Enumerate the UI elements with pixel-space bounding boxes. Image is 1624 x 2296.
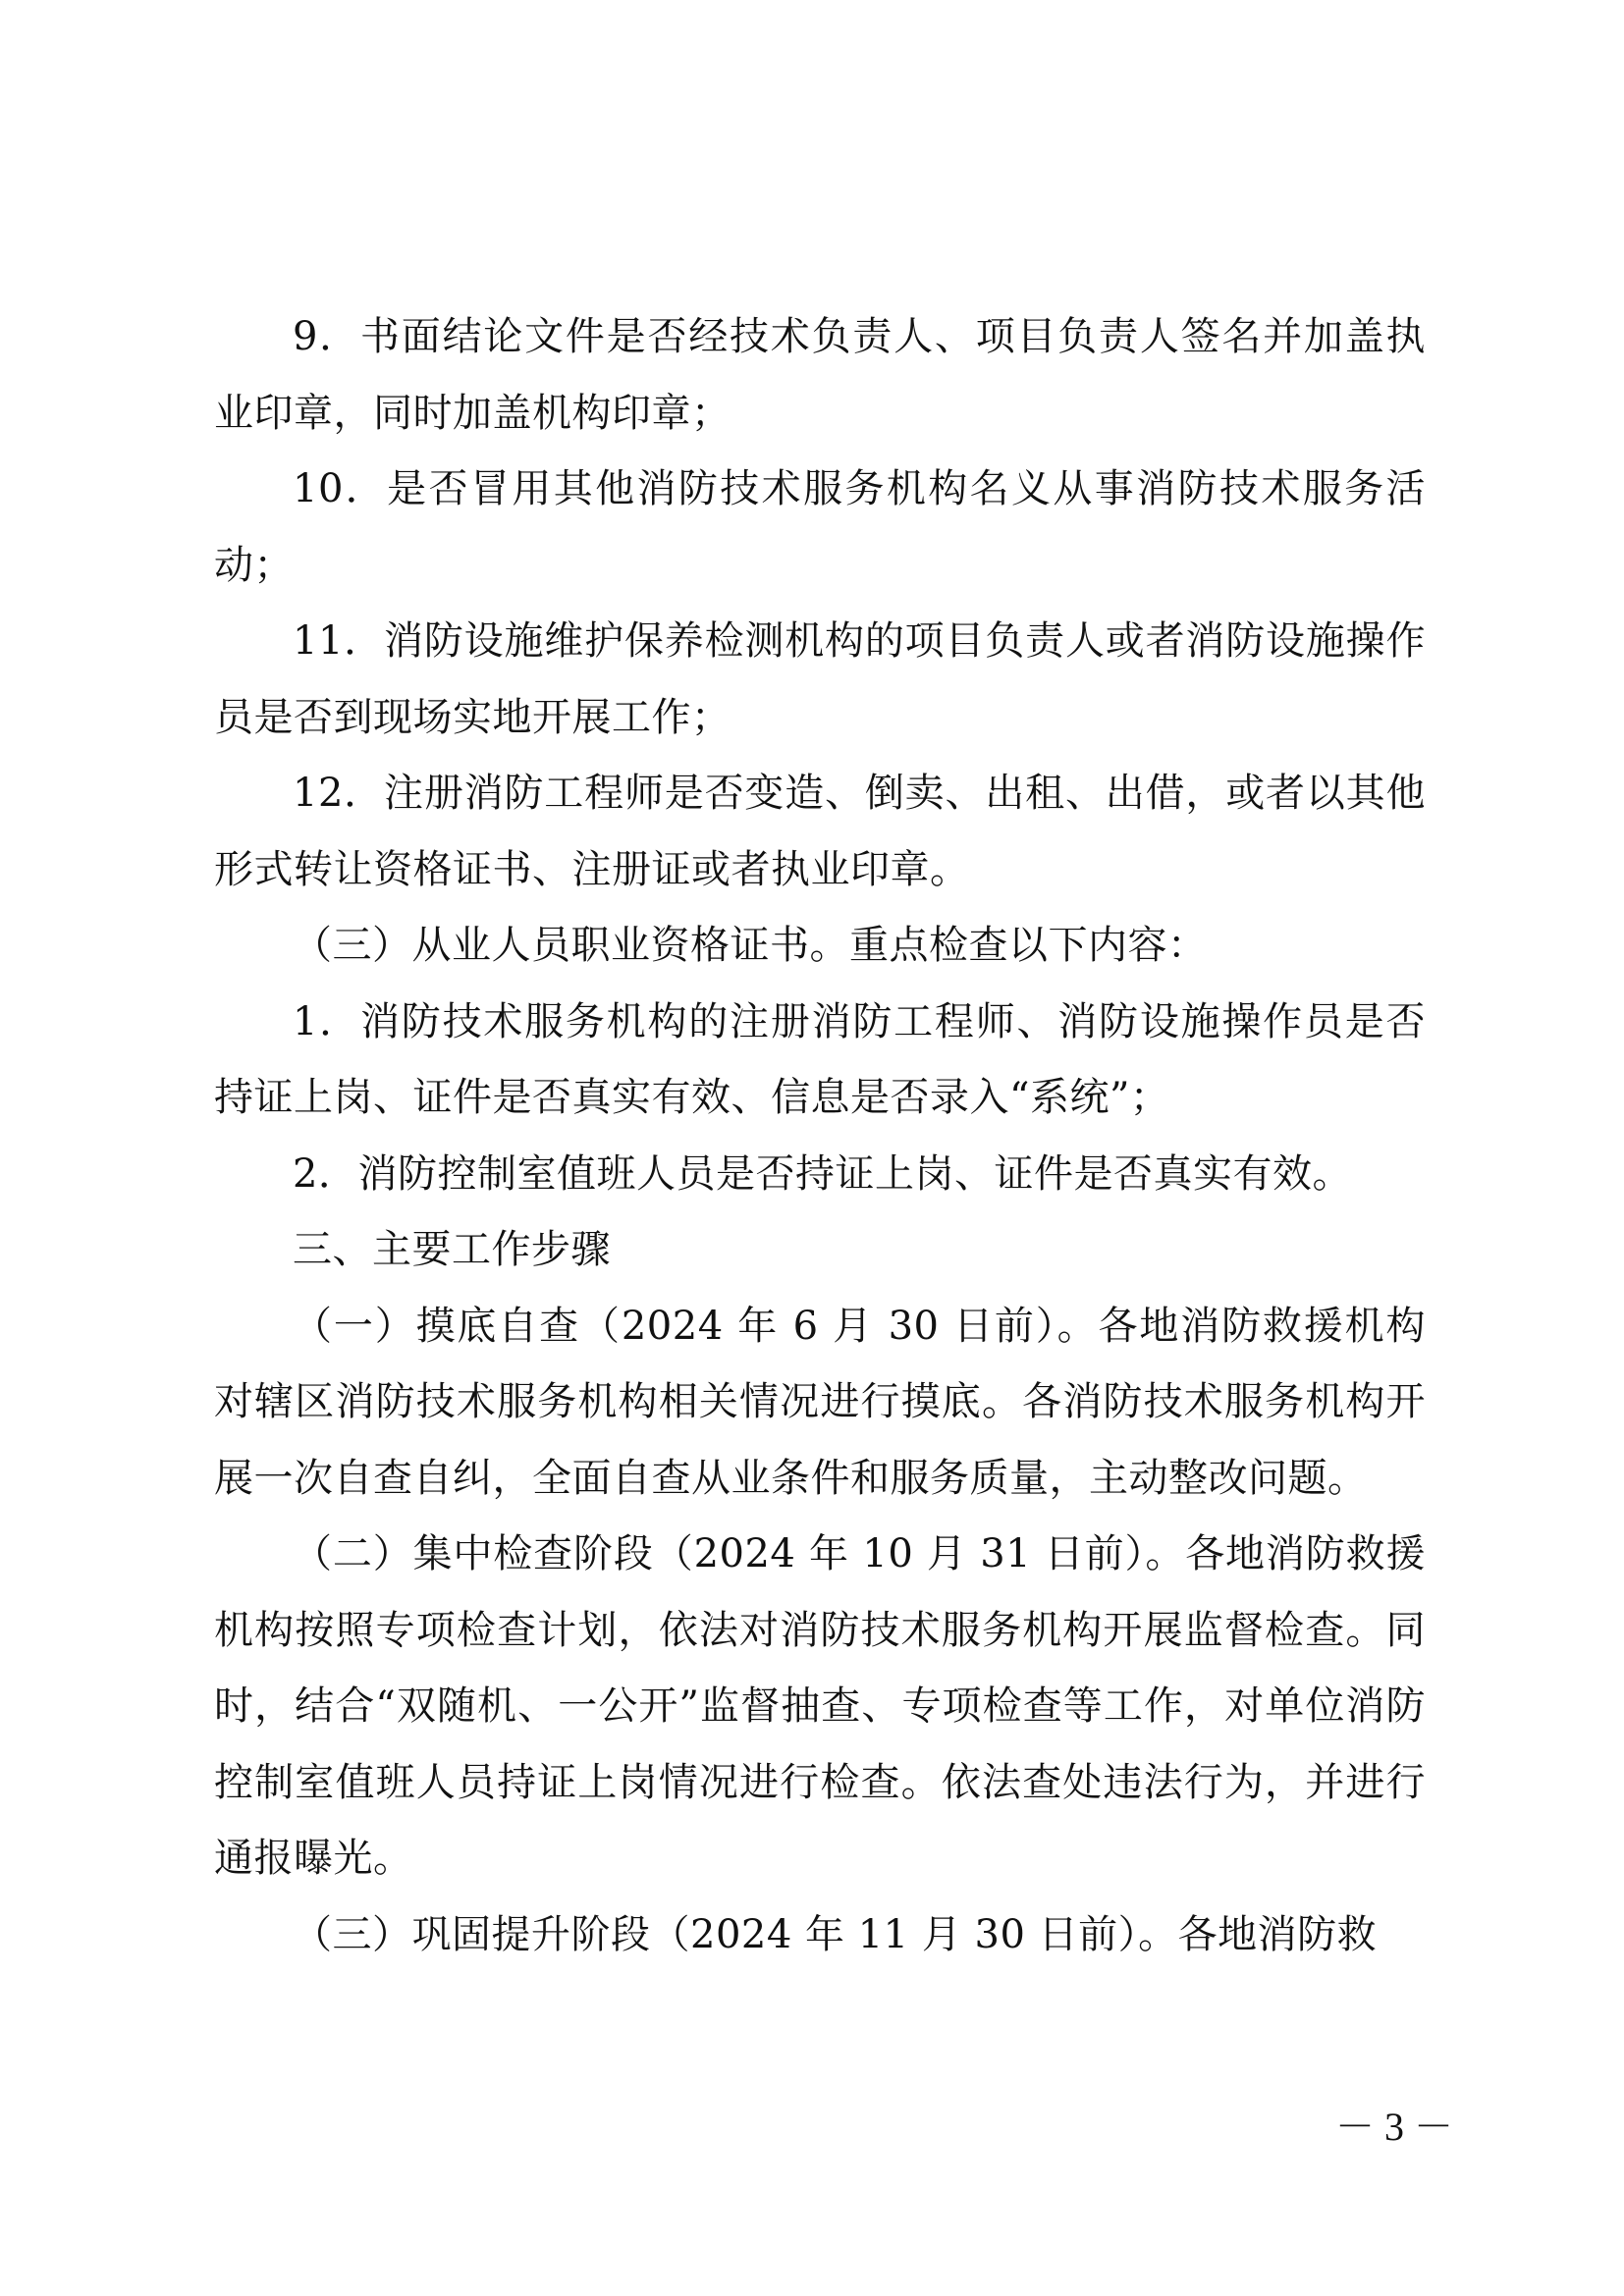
item-11-paragraph: 11．消防设施维护保养检测机构的项目负责人或者消防设施操作员是否到现场实地开展工作； <box>214 618 1426 740</box>
qualification-item-1: 1．消防技术服务机构的注册消防工程师、消防设施操作员是否持证上岗、证件是否真实有效、信息是否录入“系统”； <box>214 998 1426 1120</box>
qualification-item-2: 2．消防控制室值班人员是否持证上岗、证件是否真实有效。 <box>293 1150 1352 1197</box>
item-10-paragraph: 10．是否冒用其他消防技术服务机构名义从事消防技术服务活动； <box>214 466 1426 588</box>
step-3-paragraph: （三）巩固提升阶段（2024 年 11 月 30 日前）。各地消防救 <box>293 1911 1378 1957</box>
page-number: － 3 － <box>1335 2105 1453 2149</box>
step-2-paragraph: （二）集中检查阶段（2024 年 10 月 31 日前）。各地消防救援机构按照专项检查计划，依法对消防技术服务机构开展监督检查。同时，结合“双随机、一公开”监督抽查、专项检查等工作，对单位消防控制室值班人员持证上岗情况进行检查。依法查处违法行为，并进行通报曝光。 <box>214 1531 1426 1881</box>
step-1-paragraph: （一）摸底自查（2024 年 6 月 30 日前）。各地消防救援机构对辖区消防技术服务机构相关情况进行摸底。各消防技术服务机构开展一次自查自纠，全面自查从业条件和服务质量，主动整改问题。 <box>214 1303 1426 1501</box>
section-3-heading: （三）从业人员职业资格证书。重点检查以下内容： <box>293 923 1208 968</box>
item-12-paragraph: 12．注册消防工程师是否变造、倒卖、出租、出借，或者以其他形式转让资格证书、注册证或者执业印章。 <box>214 771 1426 892</box>
main-steps-heading: 三、主要工作步骤 <box>293 1227 611 1272</box>
item-9-paragraph: 9．书面结论文件是否经技术负责人、项目负责人签名并加盖执业印章，同时加盖机构印章； <box>214 314 1426 436</box>
body-text <box>214 299 1426 1973</box>
